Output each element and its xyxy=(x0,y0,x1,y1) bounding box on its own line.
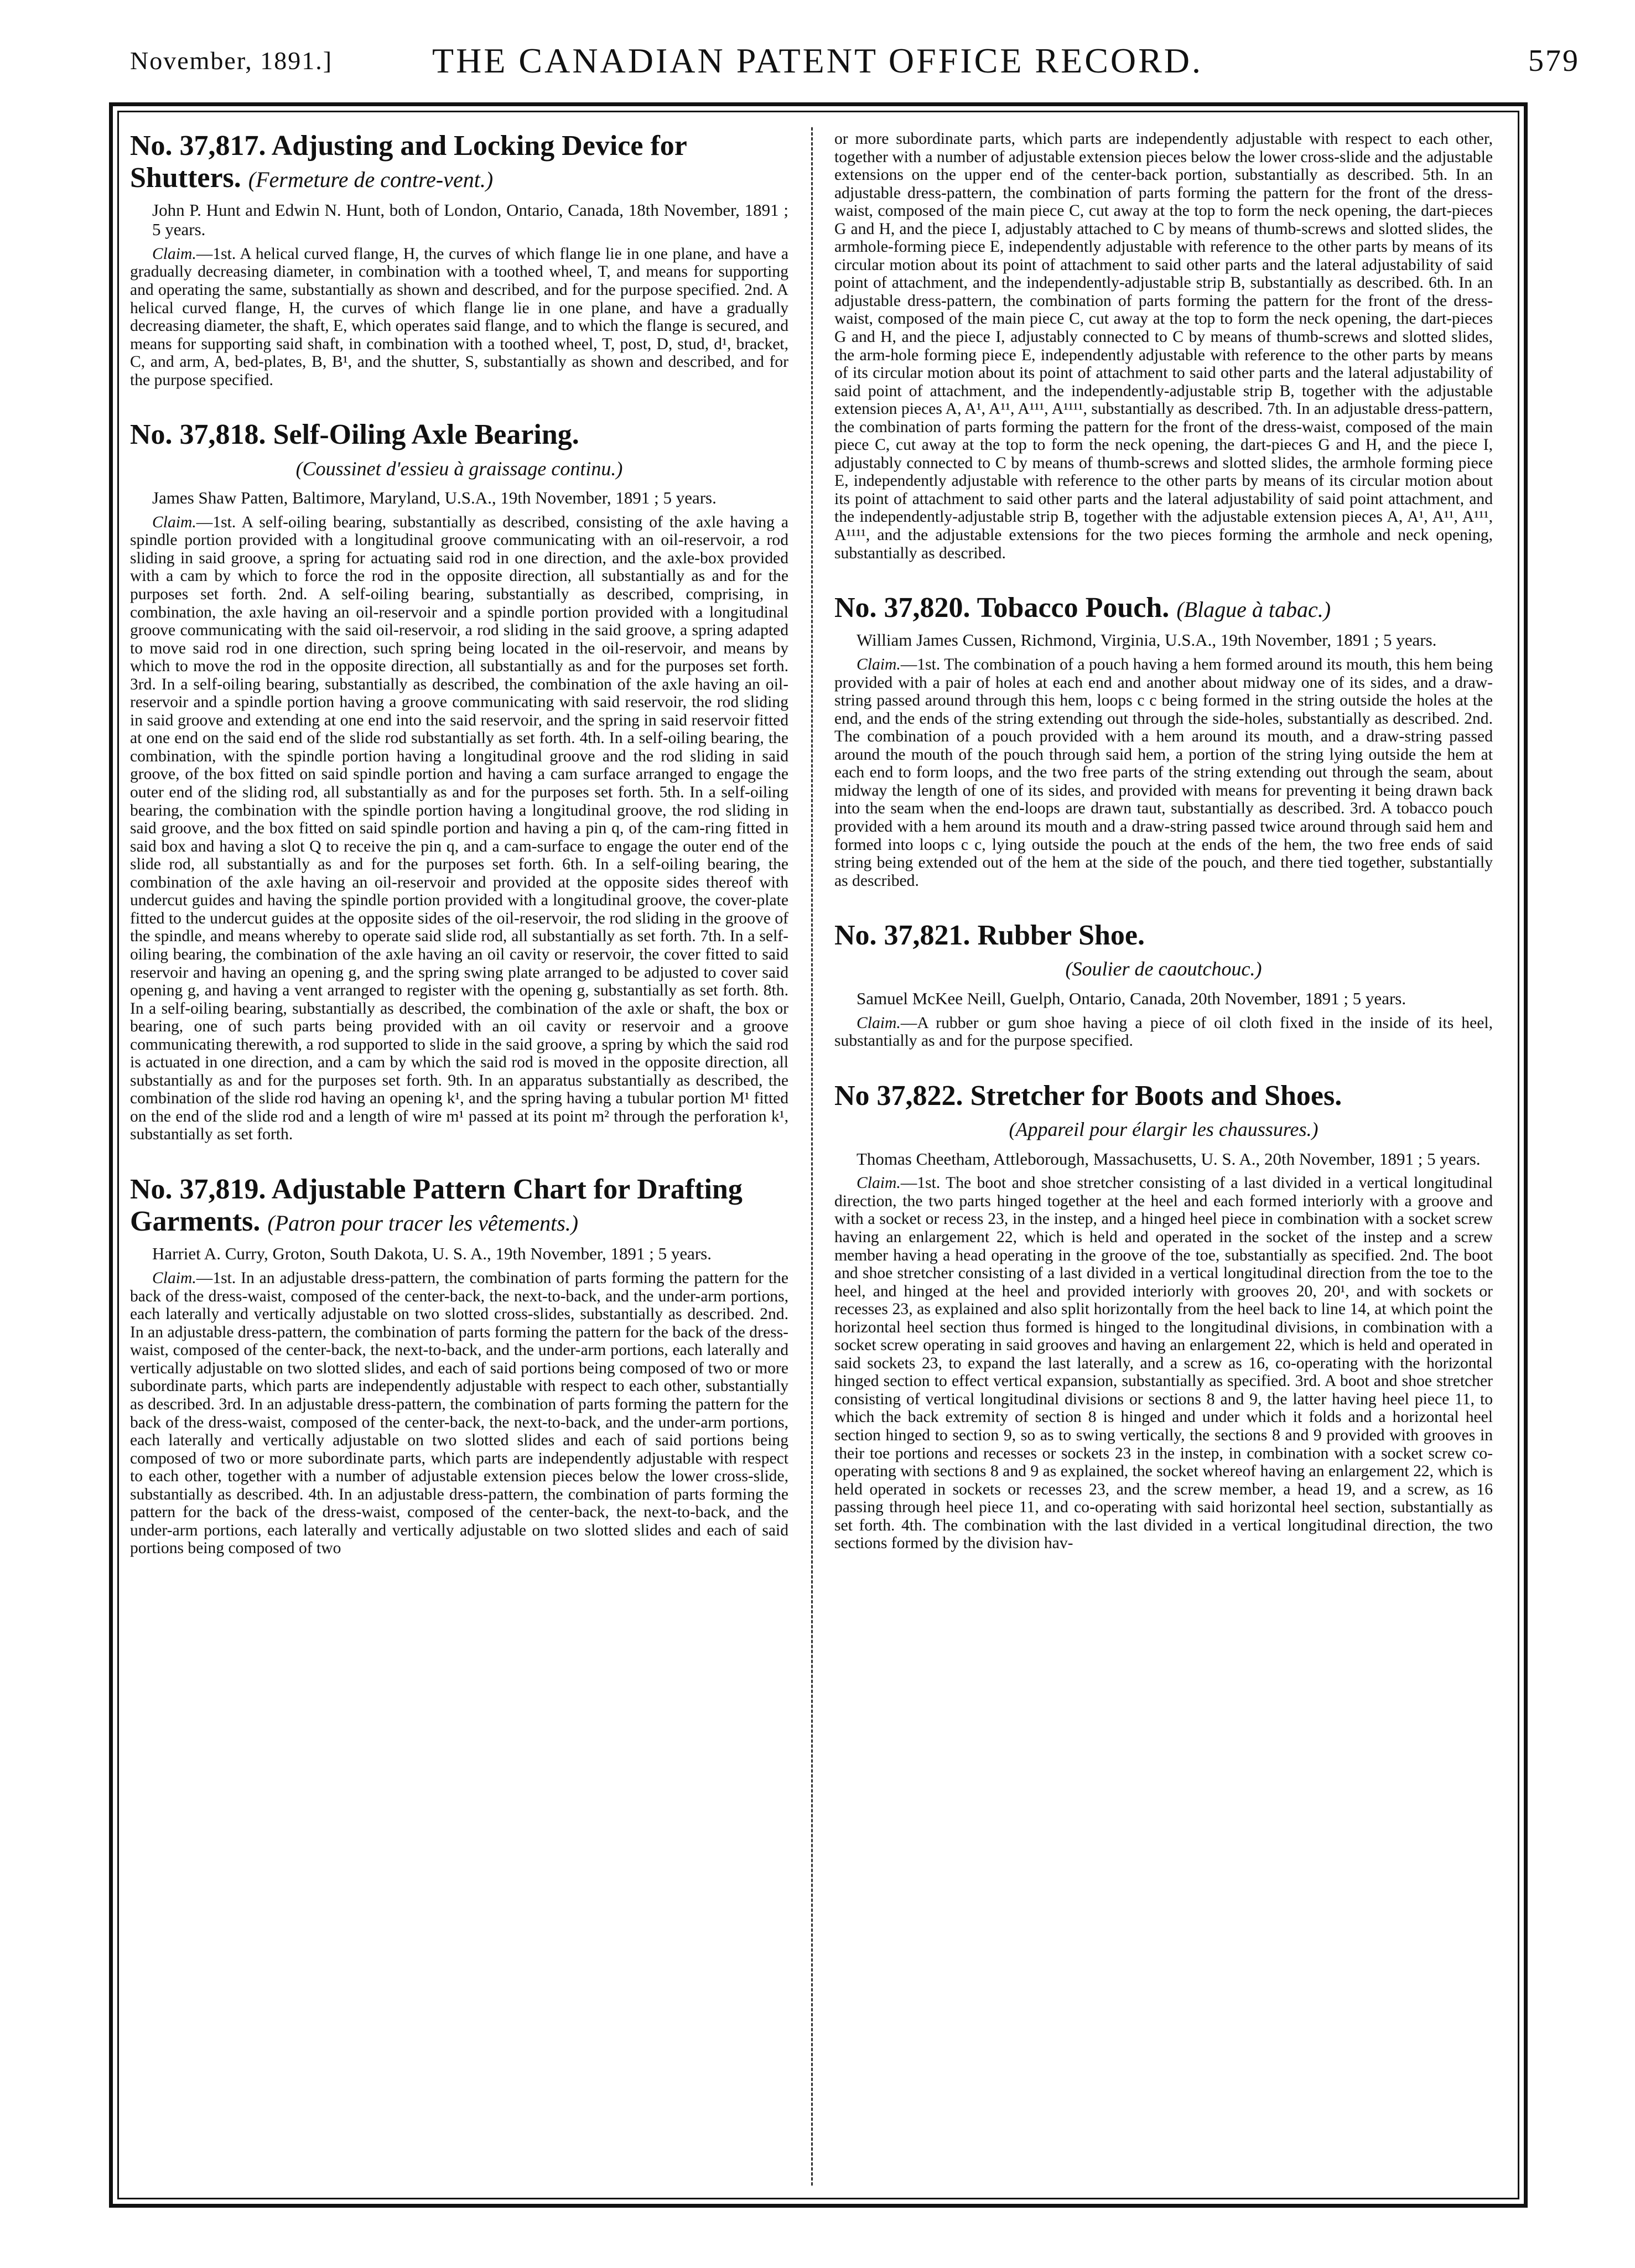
claim-text: —1st. A helical curved flange, H, the curves of which flange lie in one plane, and have a gradually decreasing diameter, in combination with a toothed wheel, T, and means for supporting and operating the same, substantially as shown and described, and for the purpose specified. 2nd. A helical curved flange, H, the curves of which flange lie in one plane, and have a gradually decreasing diameter, the shaft, E, which operates said flange, and to which the flange is secured, and means for supporting said shaft, in combination with a toothed wheel, T, post, D, stud, d¹, bracket, C, and arm, A, bed-plates, B, B¹, and the shutter, S, substantially as shown and described, and for the purpose specified. xyxy=(130,245,788,389)
claim-text: —1st. The boot and shoe stretcher consisting of a last divided in a vertical longitudinal direction, the two parts hinged together at the heel and each formed interiorly with a groove and with a socket or recess 23, in the instep, and a hinged heel piece in combination with a socket screw having an enlargement 22, which is held and operated in the socket of the instep and a screw member having a head operating in the groove of the toe, substantially as specified. 2nd. The boot and shoe stretcher consisting of a last divided in a vertical longitudinal direction from the toe to the heel, and hinged at the heel and provided interiorly with grooves 20, 20¹, and with sockets or recesses 23, as explained and also split horizontally from the heel back to line 14, at which point the horizontal heel section thus formed is hinged to the longitudinal divisions, in combination with a socket screw operating in said grooves and having an enlargement 22, which is held and operated in said sockets 23, to expand the last laterally, and a screw as 16, co-operating with the horizontal hinged section to effect vertical expansion, substantially as specified. 3rd. A boot and shoe stretcher consisting of vertical longitudinal divisions or sections 8 and 9, the latter having heel piece 11, to which the back extremity of section 8 is hinged and under which it folds and a horizontal heel section hinged to section 9, so as to swing vertically, the sections 8 and 9 provided with grooves in their toe portions and recesses or sockets 23 in the instep, in combination with a socket screw co-operating with sections 8 and 9 as explained, the socket whereof having an enlargement 22, which is held operated in sockets or recesses 23, and the screw member, a head 19, and a screw, as 16 passing through heel piece 11, and co-operating with said horizontal heel section, substantially as set forth. 4th. The combination with the last divided in a vertical longitudinal direction, the two sections formed by the division hav- xyxy=(834,1174,1493,1553)
claim-label: Claim. xyxy=(152,513,196,531)
patent-entry-continued xyxy=(834,130,1493,562)
entry-claim xyxy=(834,1174,1493,1552)
patent-entry xyxy=(130,130,788,389)
entry-title xyxy=(130,419,788,451)
claim-text: or more subordinate parts, which parts are independently adjustable with respect to each other, together with a number of adjustable extension pieces below the lower cross-slide and the adjustable extensions on the upper end of the center-back portion, substantially as described. 5th. In an adjustable dress-pattern, the combination of parts forming the pattern for the front of the dress-waist, composed of the main piece C, cut away at the top to form the neck opening, the dart-pieces G and H, and the piece I, adjustably attached to C by means of thumb-screws and slotted slides, the armhole-forming piece E, independently adjustable with reference to the other parts by means of its circular motion about its point of attachment to said other parts and the lateral adjustability of said point of attachment, and the independently-adjustable strip B, substantially as described. 6th. In an adjustable dress-pattern, the combination of parts forming the pattern for the front of the dress-waist, composed of the main piece C, cut away at the top to form the neck opening, the dart-pieces G and H, and the piece I, adjustably connected to C by means of thumb-screws and slotted slides, the arm-hole forming piece E, independently adjustable with reference to the other parts by means of its circular motion about its point of attachment to said other parts and the lateral adjustability of said point of attachment, and the independently-adjustable strip B, together with the adjustable extension pieces A, A¹, A¹¹, A¹¹¹, A¹¹¹¹, substantially as described. 7th. In an adjustable dress-pattern, the combination of parts forming the pattern for the front of the dress-waist, composed of the main piece C, cut away at the top to form the neck opening, the dart-pieces G and H, and the piece I, adjustably connected to C by means of thumb-screws and slotted slides, the armhole forming piece E, independently adjustable with reference to the other parts by means of its circular motion about its point of attachment to said other parts and the lateral adjustability of said point attachment, and the independently-adjustable strip B, together with the adjustable extension pieces A, A¹, A¹¹, A¹¹¹, A¹¹¹¹, and the adjustable extensions for the two pieces forming the armhole and neck opening, substantially as described. xyxy=(834,130,1493,562)
entry-title xyxy=(130,1174,788,1238)
entry-title xyxy=(130,130,788,194)
claim-label: Claim. xyxy=(857,1014,901,1032)
entry-number: No 37,822. xyxy=(834,1079,963,1112)
entry-french-title: (Blague à tabac.) xyxy=(1176,597,1331,622)
entry-heading: Stretcher for Boots and Shoes. xyxy=(970,1079,1342,1112)
claim-label: Claim. xyxy=(857,656,901,674)
entry-french-title: (Coussinet d'essieu à graissage continu.) xyxy=(295,457,623,480)
header-page-number: 579 xyxy=(1528,44,1580,78)
entry-inventor: Harriet A. Curry, Groton, South Dakota, U. S. A., 19th November, 1891 ; 5 years. xyxy=(152,1244,712,1264)
entry-claim xyxy=(834,1014,1493,1050)
header-title: THE CANADIAN PATENT OFFICE RECORD. xyxy=(432,41,1203,80)
entry-number: No. 37,818. xyxy=(130,419,266,451)
claim-text: —A rubber or gum shoe having a piece of oil cloth fixed in the inside of its heel, substantially as and for the purpose specified. xyxy=(834,1014,1493,1050)
patent-entry xyxy=(130,419,788,1144)
claim-label: Claim. xyxy=(152,1269,196,1288)
entry-claim xyxy=(130,245,788,389)
entry-title xyxy=(834,920,1493,952)
claim-text: —1st. The combination of a pouch having a hem formed around its mouth, this hem being provided with a pair of holes at each end and another about midway one of its sides, and a draw-string passed around through this hem, loops c c being formed in the string outside the holes at the end, and the ends of the string extending out through the side-holes, substantially as described. 2nd. The combination of a pouch provided with a hem around its mouth, and a draw-string passed around the mouth of the pouch through said hem, a portion of the string lying outside the hem at each end to form loops, and the two free parts of the string extending out through the seam, about midway the length of one of its sides, and provided with means for preventing it being drawn back into the seam when the end-loops are drawn taut, substantially as described. 3rd. A tobacco pouch provided with a hem around its mouth and a draw-string passed twice around through said hem and formed into loops c c, lying outside the pouch at the ends of the hem, the two free ends of said string being extended out of the hem at the side of the pouch, and there tied together, substantially as described. xyxy=(834,656,1493,890)
entry-inventor: William James Cussen, Richmond, Virginia, U.S.A., 19th November, 1891 ; 5 years. xyxy=(857,630,1437,650)
entry-heading: Rubber Shoe. xyxy=(977,920,1145,952)
left-column xyxy=(130,130,788,2186)
entry-claim xyxy=(834,656,1493,890)
column-divider xyxy=(811,127,813,2186)
right-column xyxy=(834,130,1493,2186)
entry-inventor: Samuel McKee Neill, Guelph, Ontario, Canada, 20th November, 1891 ; 5 years. xyxy=(857,989,1406,1009)
entry-inventor: Thomas Cheetham, Attleborough, Massachusetts, U. S. A., 20th November, 1891 ; 5 years. xyxy=(857,1149,1481,1169)
entry-inventor: John P. Hunt and Edwin N. Hunt, both of London, Ontario, Canada, 18th November, 1891 ; 5 years. xyxy=(152,200,788,240)
entry-heading: Adjustable Pattern Chart for Drafting Garments. xyxy=(130,1173,743,1238)
entry-claim xyxy=(834,130,1493,562)
entry-number: No. 37,817. xyxy=(130,130,266,162)
entry-title xyxy=(834,592,1493,624)
entry-french-title: (Patron pour tracer les vêtements.) xyxy=(267,1211,579,1236)
claim-text: —1st. In an adjustable dress-pattern, the combination of parts forming the pattern for the back of the dress-waist, composed of the center-back, the next-to-back, and the under-arm portions, each laterally and vertically adjustable on two slotted cross-slides, substantially as described. 2nd. In an adjustable dress-pattern, the combination of parts forming the pattern for the back of the dress-waist, composed of the center-back, the next-to-back, and the under-arm portions, each laterally and vertically adjustable on two slotted slides, and each of said portions being composed of two or more subordinate parts, which parts are independently adjustable with respect to each other, substantially as described. 3rd. In an adjustable dress-pattern, the combination of parts forming the pattern for the back of the dress-waist, composed of the center-back, the next-to-back, and the under-arm portions, each laterally and vertically adjustable on two slotted slides and each of said portions being composed of two or more subordinate parts, which parts are independently adjustable with respect to each other, together with a number of adjustable extension pieces below the lower cross-slide, substantially as described. 4th. In an adjustable dress-pattern, the combination of parts forming the pattern for the back of the dress-waist, composed of the center-back, the next-to-back, and the under-arm portions, each laterally and vertically adjustable on two slotted slides and each of said portions being composed of two xyxy=(130,1269,788,1558)
entry-number: No. 37,821. xyxy=(834,920,970,952)
claim-label: Claim. xyxy=(857,1174,901,1192)
entry-claim xyxy=(130,513,788,1144)
entry-french-title: (Soulier de caoutchouc.) xyxy=(1065,958,1262,980)
patent-entry xyxy=(834,920,1493,1050)
entry-french-title: (Fermeture de contre-vent.) xyxy=(248,167,494,193)
entry-claim xyxy=(130,1269,788,1558)
entry-number: No. 37,819. xyxy=(130,1173,266,1205)
claim-label: Claim. xyxy=(152,245,196,263)
entry-number: No. 37,820. xyxy=(834,592,970,624)
entry-heading: Self-Oiling Axle Bearing. xyxy=(273,419,579,451)
entry-title xyxy=(834,1080,1493,1112)
entry-inventor: James Shaw Patten, Baltimore, Maryland, U.S.A., 19th November, 1891 ; 5 years. xyxy=(152,488,717,508)
patent-entry xyxy=(834,1080,1493,1553)
entry-heading: Tobacco Pouch. xyxy=(977,592,1170,624)
entry-french-title: (Appareil pour élargir les chaussures.) xyxy=(1009,1118,1319,1141)
patent-entry xyxy=(130,1174,788,1558)
claim-text: —1st. A self-oiling bearing, substantially as described, consisting of the axle having a spindle portion provided with a longitudinal groove communicating with an oil-reservoir, a rod sliding in said groove, a spring for actuating said rod in one direction, and the axle-box provided with a cam by which to force the rod in the opposite direction, all substantially as and for the purposes set forth. 2nd. A self-oiling bearing, substantially as described, comprising, in combination, the axle having an oil-reservoir and a spindle portion provided with a longitudinal groove communicating with the said oil-reservoir, a rod sliding in the said groove, a spring adapted to move said rod in one direction, such spring being located in the oil-reservoir, and means by which to move the rod in the opposite direction, all substantially as and for the purposes set forth. 3rd. In a self-oiling bearing, substantially as described, the combination of the axle having an oil-reservoir and a spindle portion having a groove communicating with said reservoir, the rod sliding in said groove and extending at one end into the said reservoir, and the spring in said reservoir fitted at one end on the said end of the slide rod substantially as set forth. 4th. In a self-oiling bearing, the combination, with the spindle portion having a longitudinal groove and the rod sliding in said groove, of the box fitted on said spindle portion and having a cam surface arranged to engage the outer end of the sliding rod, all substantially as and for the purposes set forth. 5th. In a self-oiling bearing, the combination with the spindle portion having a longitudinal groove, the rod sliding in said groove, and the box fitted on said spindle portion and having a pin q, of the cam-ring fitted in said box and having a slot Q to receive the pin q, and a cam-surface to engage the outer end of the slide rod, all substantially as and for the purposes set forth. 6th. In a self-oiling bearing, the combination of the axle having an oil-reservoir and provided at the opposite sides thereof with undercut guides and having the spindle portion provided with a longitudinal groove, the cover-plate fitted to the undercut guides at the opposite sides of the oil-reservoir, the rod sliding in the groove of the spindle, and means whereby to operate said slide rod, all substantially as set forth. 7th. In a self-oiling bearing, the combination of the axle having an oil cavity or reservoir, the cover fitted to said reservoir and having an opening g, and the spring swing plate arranged to be adjusted to cover said opening g, and having a vent arranged to register with the opening g, substantially as set forth. 8th. In a self-oiling bearing, substantially as described, the combination of the axle or shaft, the box or bearing, one of such parts being provided with an oil cavity or reservoir and a groove communicating therewith, a rod supported to slide in the said groove, a spring by which the said rod is actuated in one direction, and a cam by which the said rod is moved in the opposite direction, all substantially as and for the purposes set forth. 9th. In an apparatus substantially as described, the combination of the slide rod having an opening k¹, and the spring having a tubular portion M¹ fitted on the end of the slide rod and a length of wire m¹ passed at its point m² through the perforation k¹, substantially as set forth. xyxy=(130,513,788,1144)
patent-entry xyxy=(834,592,1493,890)
entry-heading: Adjusting and Locking Device for Shutters. xyxy=(130,130,687,194)
header-date: November, 1891.] xyxy=(130,46,333,75)
